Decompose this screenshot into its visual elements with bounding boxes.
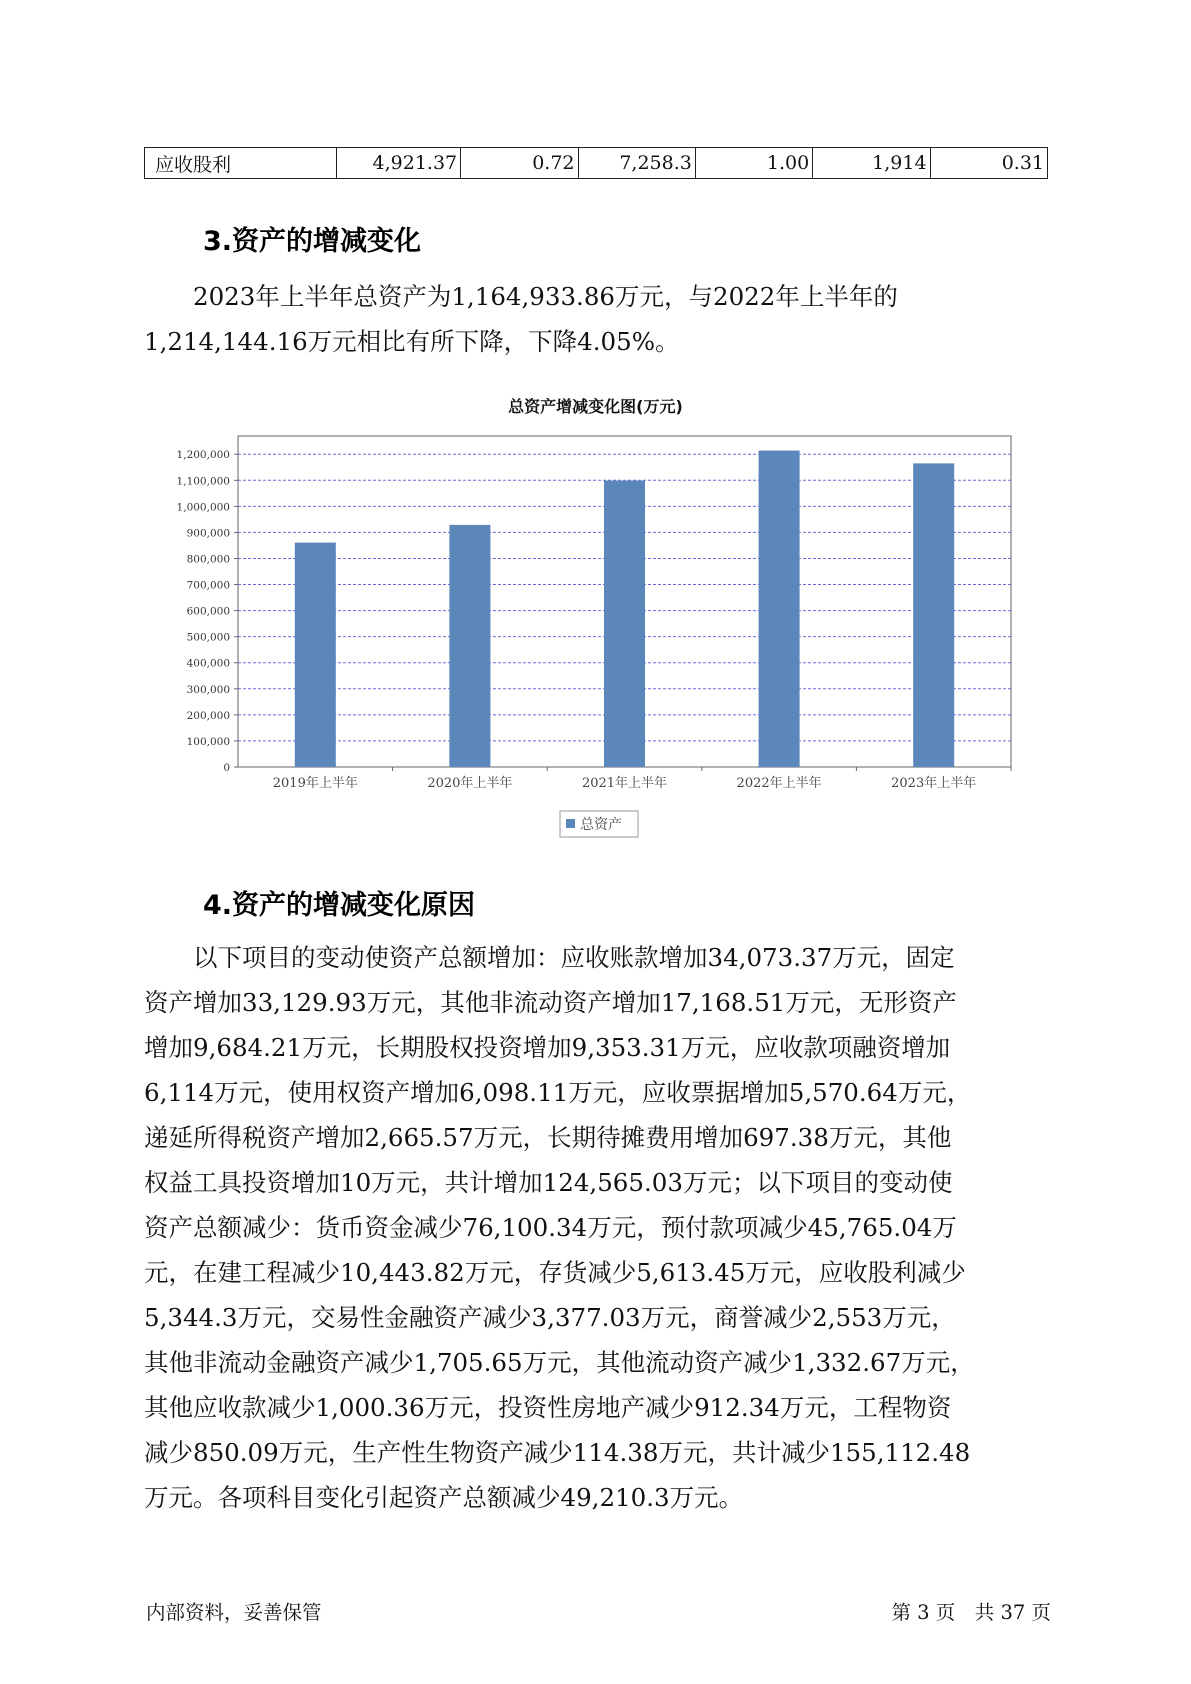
y-tick-label: 500,000: [186, 631, 230, 644]
paragraph-line: 万元。各项科目变化引起资产总额减少49,210.3万元。: [144, 1483, 744, 1512]
y-tick-label: 900,000: [186, 527, 230, 540]
legend-swatch: [566, 819, 575, 828]
y-tick-label: 300,000: [186, 683, 230, 696]
table-cell: 7,258.3: [578, 148, 695, 179]
bar: [604, 481, 645, 767]
paragraph-line: 5,344.3万元，交易性金融资产减少3,377.03万元，商誉减少2,553万元，: [144, 1303, 956, 1332]
paragraph-line: 资产总额减少：货币资金减少76,100.34万元，预付款项减少45,765.04万: [144, 1213, 957, 1242]
chart-title: 总资产增减变化图(万元): [508, 397, 683, 416]
x-tick-label: 2019年上半年: [272, 776, 358, 791]
y-tick-label: 400,000: [186, 657, 230, 670]
paragraph-line: 6,114万元，使用权资产增加6,098.11万元，应收票据增加5,570.64万元，: [144, 1078, 972, 1107]
footer-note: 内部资料，妥善保管: [146, 1601, 322, 1624]
y-tick-label: 0: [223, 762, 230, 774]
table-cell: 1,914: [813, 148, 930, 179]
paragraph-line: 增加9,684.21万元，长期股权投资增加9,353.31万元，应收款项融资增加: [144, 1033, 951, 1062]
y-tick-label: 1,100,000: [176, 475, 230, 488]
y-tick-label: 100,000: [186, 735, 230, 748]
x-tick-label: 2020年上半年: [427, 776, 513, 791]
paragraph-section-4: [144, 935, 1059, 1520]
paragraph-line: 1,214,144.16万元相比有所下降，下降4.05%。: [144, 327, 680, 356]
legend-label: 总资产: [580, 817, 622, 833]
paragraph-line: 递延所得税资产增加2,665.57万元，长期待摊费用增加697.38万元，其他: [144, 1123, 952, 1152]
table-cell: 1.00: [695, 148, 812, 179]
x-tick-label: 2023年上半年: [891, 776, 977, 791]
paragraph-line: 2023年上半年总资产为1,164,933.86万元，与2022年上半年的: [144, 282, 898, 311]
paragraph-line: 元，在建工程减少10,443.82万元，存货减少5,613.45万元，应收股利减少: [144, 1258, 966, 1287]
bar: [759, 451, 800, 767]
y-tick-label: 1,000,000: [176, 501, 230, 514]
paragraph-line: 资产增加33,129.93万元，其他非流动资产增加17,168.51万元，无形资产: [144, 988, 957, 1017]
table-cell: 4,921.37: [337, 148, 461, 179]
paragraph-line: 权益工具投资增加10万元，共计增加124,565.03万元；以下项目的变动使: [144, 1168, 953, 1197]
section-heading-4: 4.资产的增减变化原因: [203, 890, 476, 921]
paragraph-line: 减少850.09万元，生产性生物资产减少114.38万元，共计减少155,112.48: [144, 1438, 971, 1467]
paragraph-line: 其他非流动金融资产减少1,705.65万元，其他流动资产减少1,332.67万元，: [144, 1348, 975, 1377]
paragraph-line: 以下项目的变动使资产总额增加：应收账款增加34,073.37万元，固定: [144, 943, 955, 972]
paragraph-line: 其他应收款减少1,000.36万元，投资性房地产减少912.34万元，工程物资: [144, 1393, 952, 1422]
y-tick-label: 600,000: [186, 605, 230, 618]
table-cell-label: 应收股利: [145, 148, 337, 179]
bar: [913, 463, 954, 767]
bar: [295, 543, 336, 767]
x-tick-label: 2022年上半年: [736, 776, 822, 791]
x-tick-label: 2021年上半年: [581, 776, 668, 791]
y-tick-label: 200,000: [186, 709, 230, 722]
section-heading-3: 3.资产的增减变化: [203, 226, 422, 257]
table-cell: 0.72: [461, 148, 578, 179]
table-cell: 0.31: [930, 148, 1047, 179]
bar: [449, 525, 490, 767]
y-tick-label: 1,200,000: [176, 449, 230, 462]
y-tick-label: 800,000: [186, 553, 230, 566]
y-tick-label: 700,000: [186, 579, 230, 592]
page-number: 第 3 页 共 37 页: [891, 1601, 1051, 1624]
